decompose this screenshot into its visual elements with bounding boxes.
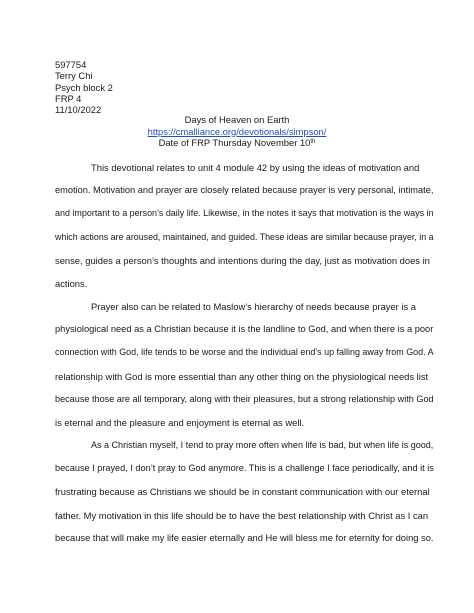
title-block: [0, 114, 474, 149]
paragraph-3: [55, 434, 435, 550]
paragraph-line: which actions are aroused, maintained, and guided. These ideas are similar because prayer, in a: [55, 231, 434, 242]
header-date: 11/10/2022: [55, 104, 102, 116]
paragraph-line: This devotional relates to unit 4 module 42 by using the ideas of motivation and: [91, 162, 420, 173]
paragraph-line: because those are all temporary, along with their pleasures, but a strong relationship with God: [55, 393, 434, 404]
paragraph-line: relationship with God is more essential than any other thing on the physiological needs list: [55, 370, 429, 382]
student-id: 597754: [55, 59, 87, 70]
paragraph-line: and important to a person’s daily life. Likewise, in the notes it says that motivation is the ways in: [55, 208, 434, 219]
header-block: [55, 59, 113, 115]
paragraph-line: actions.: [55, 277, 88, 289]
paragraph-1: [55, 156, 435, 295]
document-title: Days of Heaven on Earth: [184, 114, 290, 125]
assignment-name: FRP 4: [55, 92, 82, 104]
paragraph-line: emotion. Motivation and prayer are closely related because prayer is very personal, intimate,: [55, 185, 434, 196]
devotional-link[interactable]: https://cmalliance.org/devotionals/simpson/: [147, 125, 327, 137]
frp-date-line: [0, 137, 474, 149]
paragraph-line: is eternal and the pleasure and enjoyment is eternal as well.: [55, 416, 305, 428]
paragraph-line: because I prayed, I don’t pray to God anymore. This is a challenge I face periodically, and it is: [55, 463, 434, 474]
frp-date-text: Date of FRP Thursday November 10: [158, 137, 311, 148]
paragraph-line: because that will make my life easier eternally and He will bless me for eternity for doing so.: [55, 532, 434, 543]
frp-date-suffix: th: [310, 139, 316, 145]
paragraph-line: As a Christian myself, I tend to pray more often when life is bad, but when life is good,: [91, 440, 434, 450]
class-name: Psych block 2: [55, 81, 113, 93]
paragraph-line: frustrating because as Christians we should be in constant communication with our eternal: [55, 486, 430, 498]
student-name: Terry Chi: [55, 70, 93, 82]
paragraph-line: physiological need as a Christian because it is the landline to God, and when there is a poor: [55, 324, 434, 335]
paragraph-line: Prayer also can be related to Maslow’s hierarchy of needs because prayer is a: [91, 301, 416, 312]
paragraph-2: [55, 295, 435, 434]
paragraph-line: father. My motivation in this life should be to have the best relationship with Christ as I can: [55, 509, 429, 521]
paragraph-line: sense, guides a person’s thoughts and intentions during the day, just as motivation does in: [55, 254, 430, 266]
paragraph-line: connection with God, life tends to be worse and the individual end’s up falling away from God. A: [55, 347, 434, 358]
